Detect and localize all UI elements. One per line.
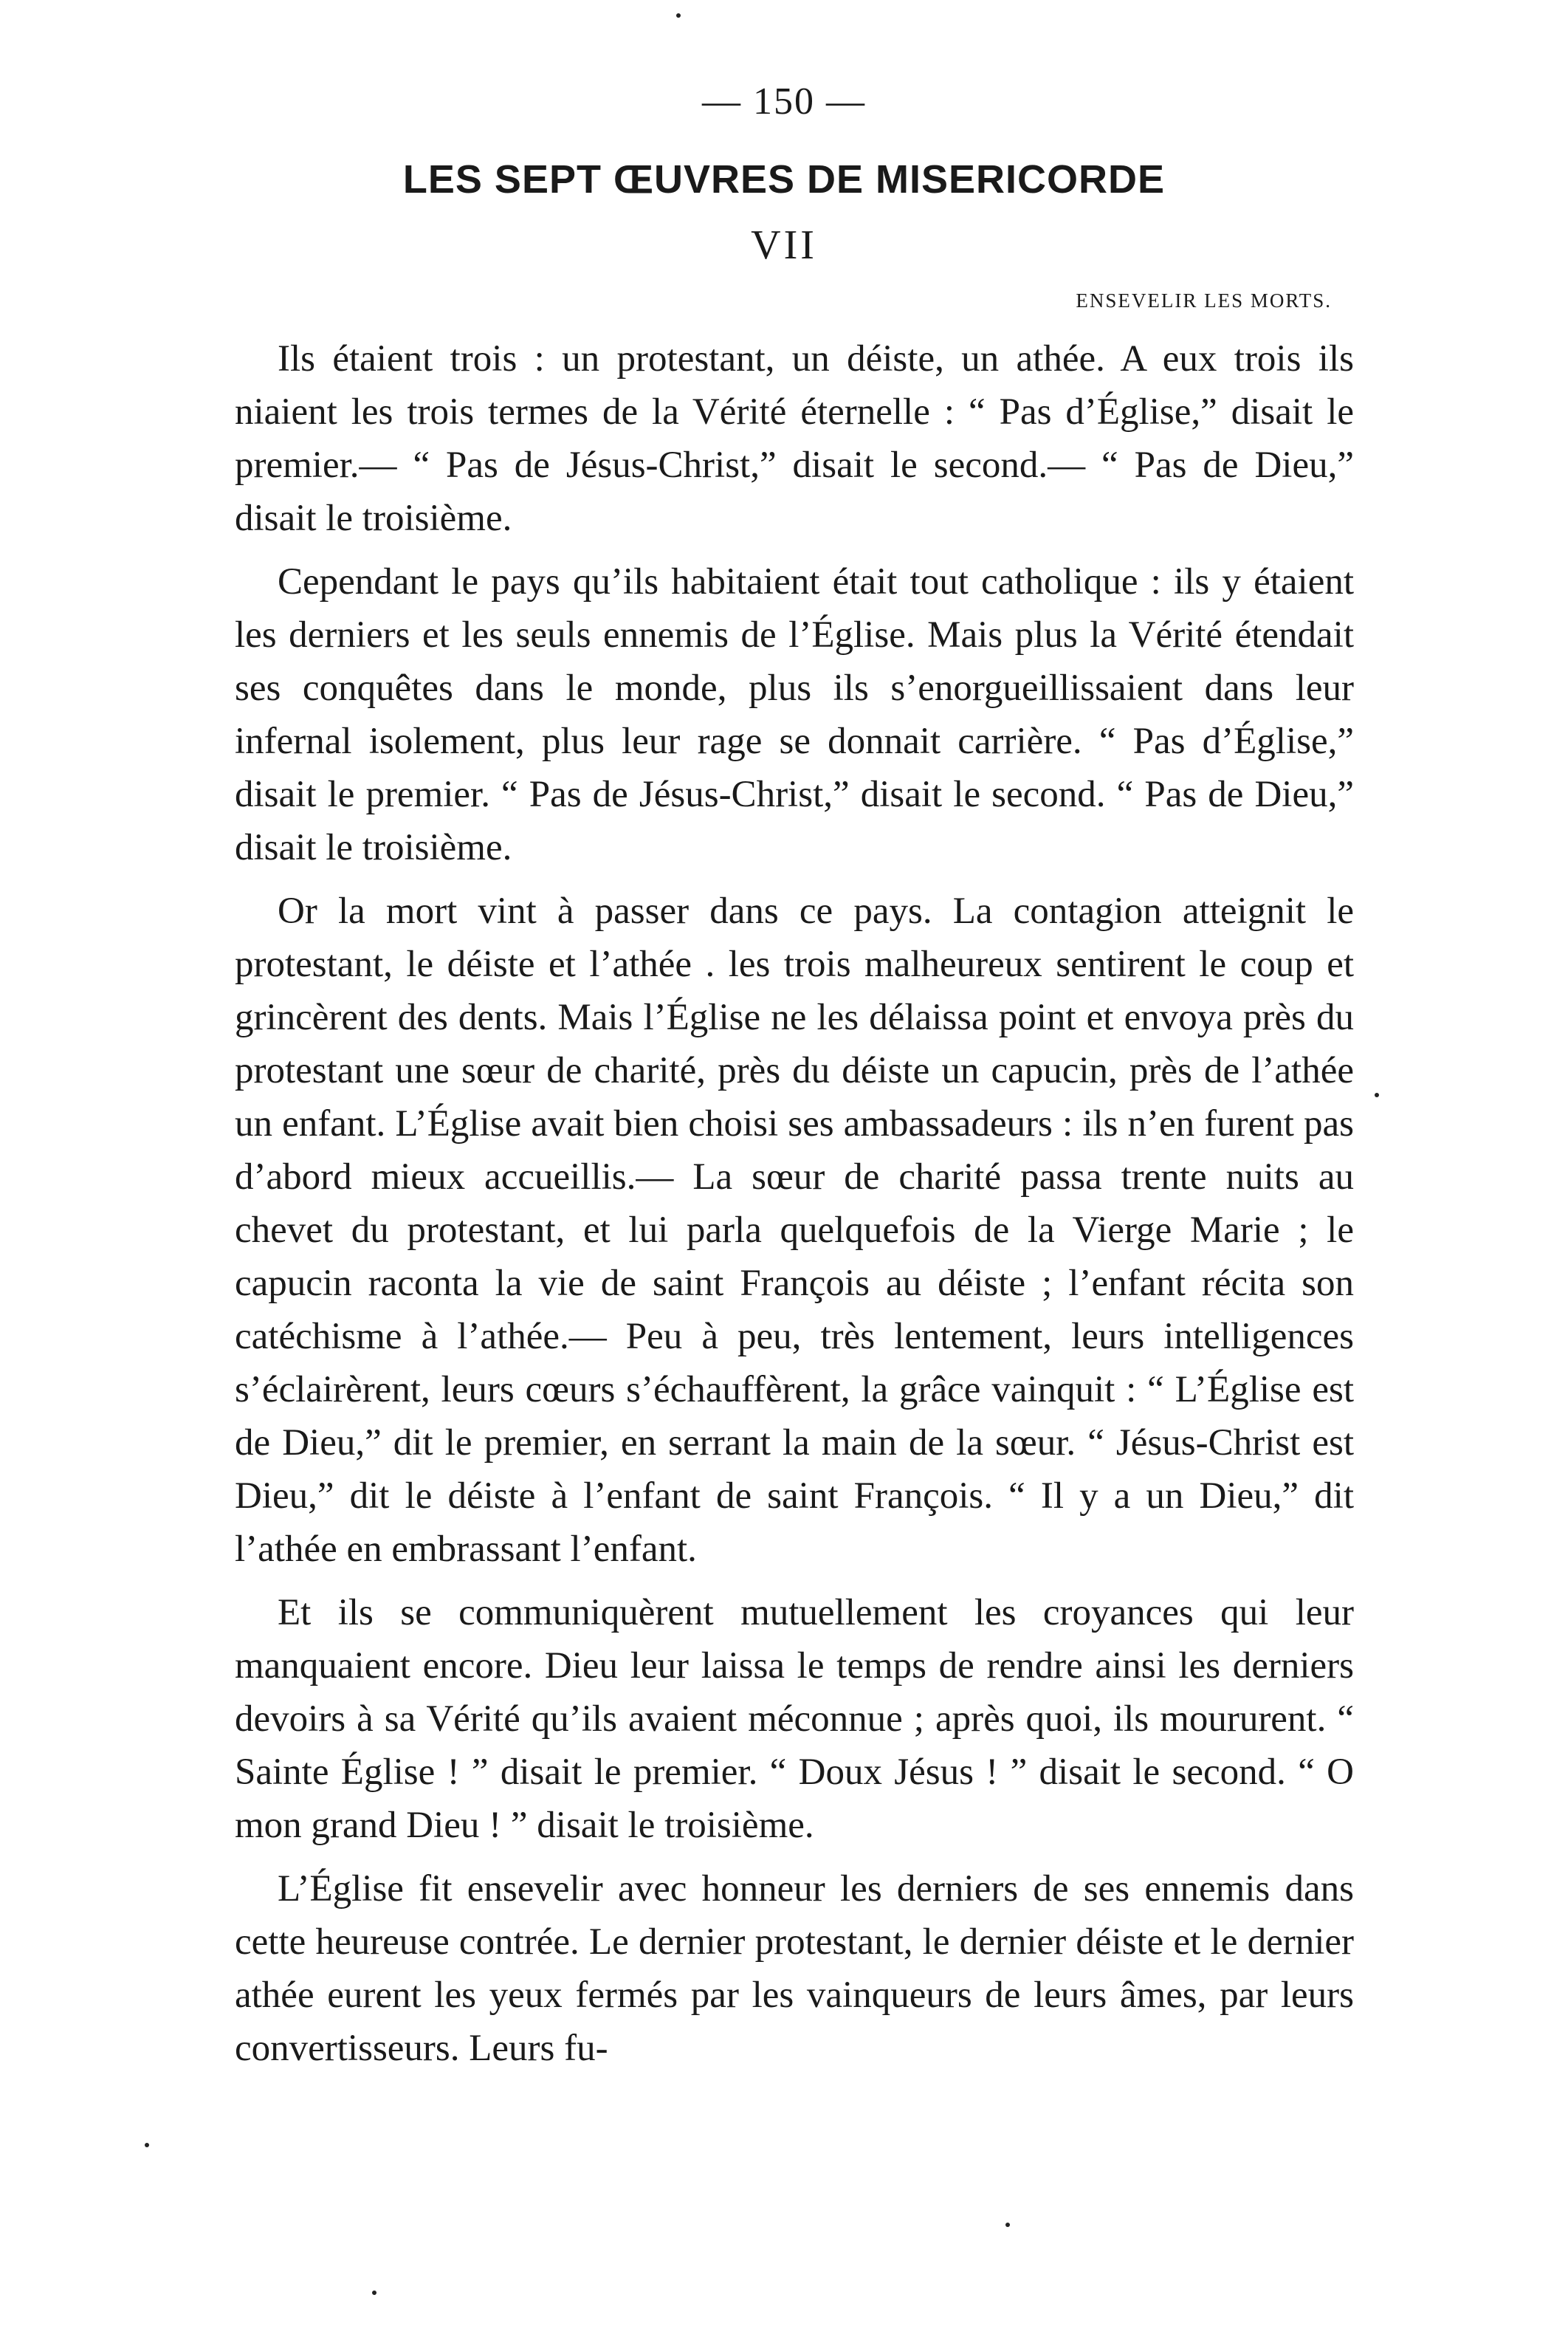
body-text	[235, 332, 1354, 2085]
print-speck	[372, 2291, 376, 2295]
page-number: — 150 —	[702, 80, 866, 123]
print-speck	[145, 2143, 149, 2147]
paragraph-4: Et ils se communiquèrent mutuellement les croyances qui leur manquaient encore. Dieu leur laissa le temps de rendre ainsi les derniers devoirs à sa Vérité qu’ils avaient méconnue ; après quoi, ils moururent. “ Sainte Église ! ” disait le premier. “ Doux Jésus ! ” disait le second. “ O mon grand Dieu ! ” disait le troisième.	[235, 1592, 1354, 1846]
chapter-title: LES SEPT ŒUVRES DE MISERICORDE	[402, 157, 1166, 202]
section-title: ENSEVELIR LES MORTS.	[1076, 289, 1332, 312]
paragraph-5: L’Église fit ensevelir avec honneur les derniers de ses ennemis dans cette heureuse contrée. Le dernier protestant, le dernier déiste et le dernier athée eurent les yeux fermés par les vainqueurs de leurs âmes, par leurs convertisseurs. Leurs fu-	[235, 1868, 1354, 2069]
paragraph-2: Cependant le pays qu’ils habitaient était tout catholique : ils y étaient les derniers et les seuls ennemis de l’Église. Mais plus la Vérité étendait ses conquêtes dans le monde, plus ils s’enorgueillissaient dans leur infernal isolement, plus leur rage se donnait carrière. “ Pas d’Église,” disait le premier. “ Pas de Jésus-Christ,” disait le second. “ Pas de Dieu,” disait le troisième.	[235, 561, 1354, 868]
print-speck	[1375, 1093, 1379, 1097]
paragraph-3: Or la mort vint à passer dans ce pays. La contagion atteignit le protestant, le déiste et l’athée . les trois malheureux sentirent le coup et grincèrent des dents. Mais l’Église ne les délaissa point et envoya près du protestant une sœur de charité, près du déiste un capucin, près de l’athée un enfant. L’Église avait bien choisi ses ambassadeurs : ils n’en furent pas d’abord mieux accueillis.— La sœur de charité passa trente nuits au chevet du protestant, et lui parla quelquefois de la Vierge Marie ; le capucin raconta la vie de saint François au déiste ; l’enfant récita son catéchisme à l’athée.— Peu à peu, très lentement, leurs intelligences s’éclairèrent, leurs cœurs s’échauffèrent, la grâce vainquit : “ L’Église est de Dieu,” dit le premier, en serrant la main de la sœur. “ Jésus-Christ est Dieu,” dit le déiste à l’enfant de saint François. “ Il y a un Dieu,” dit l’athée en embrassant l’enfant.	[235, 891, 1354, 1570]
print-speck	[676, 13, 681, 18]
print-speck	[1005, 2223, 1010, 2227]
paragraph-1: Ils étaient trois : un protestant, un déiste, un athée. A eux trois ils niaient les trois termes de la Vérité éternelle : “ Pas d’Église,” disait le premier.— “ Pas de Jésus-Christ,” disait le second.— “ Pas de Dieu,” disait le troisième.	[235, 338, 1354, 539]
chapter-number: VII	[751, 222, 817, 268]
